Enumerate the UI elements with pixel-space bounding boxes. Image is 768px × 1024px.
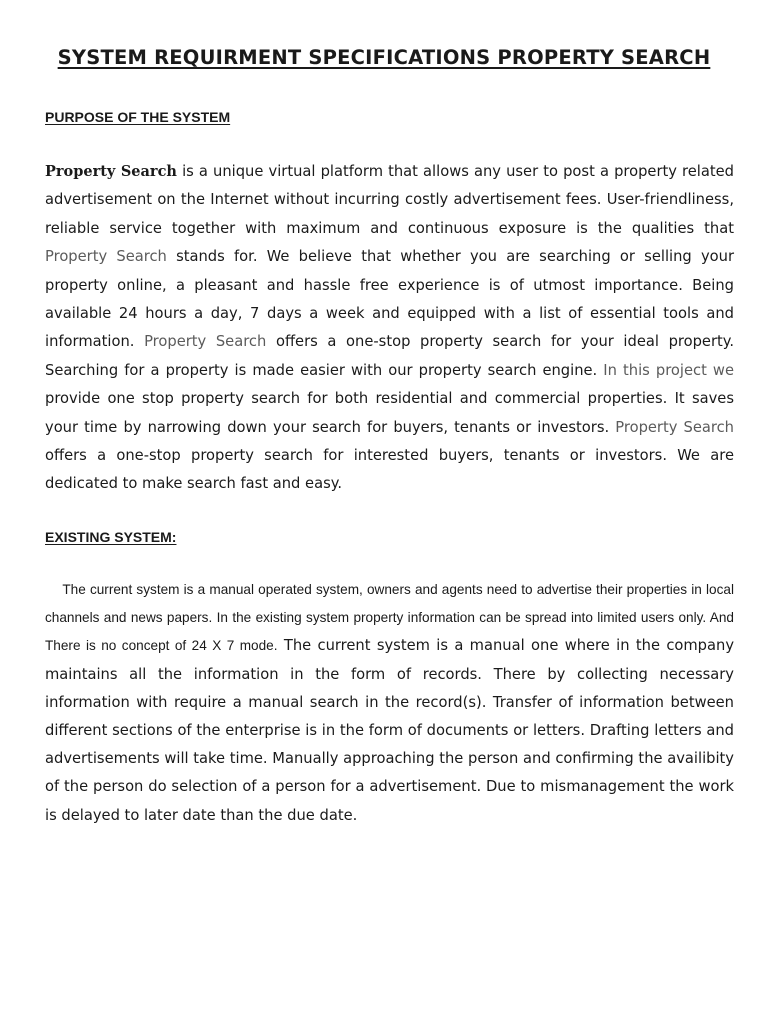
project-phrase: In this project we <box>603 361 734 379</box>
purpose-paragraph <box>45 158 734 499</box>
text-run: is a unique virtual platform that allows any user to post a property related advertisement on the Internet without incurring costly advertisement fees. User-friendliness, reliable service together with maximum and continuous exposure is the qualities that <box>45 163 735 237</box>
product-name-mention: Property Search <box>615 418 734 436</box>
text-run: offers a one-stop property search for your ideal property. Searching for a property is made easier with our property search engine. <box>45 333 735 379</box>
product-name: Property Search <box>45 163 177 180</box>
text-run: The current system is a manual one where in the company maintains all the information in the form of records. There by collecting necessary information with require a manual search in the record(s). Transfer of information between different sections of the enterprise is in the form of documents or letters. Drafting letters and advertisements will take time. Manually approaching the person and confirming the availibity of the person do selection of a person for a advertisement. Due to mismanagement the work is delayed to later date than the due date. <box>45 637 735 824</box>
section-heading-existing: EXISTING SYSTEM: <box>45 529 177 545</box>
text-run: offers a one-stop property search for interested buyers, tenants or investors. We are dedicated to make search fast and easy. <box>45 447 734 493</box>
text-run: The current system is a manual operated system, owners and agents need to advertise their properties in local channels and news papers. In the existing system property information can be spread into limited users only. And There is no concept of 24 X 7 mode. <box>45 582 734 654</box>
text-run: stands for. We believe that whether you are searching or selling your property online, a pleasant and hassle free experience is of utmost importance. Being available 24 hours a day, 7 days a week and equipped with a list of essential tools and information. <box>45 248 734 351</box>
product-name-mention: Property Search <box>144 333 267 351</box>
section-heading-purpose: PURPOSE OF THE SYSTEM <box>45 109 231 125</box>
text-run: provide one stop property search for both residential and commercial properties. It saves your time by narrowing down your search for buyers, tenants or investors. <box>45 390 734 436</box>
existing-paragraph <box>45 576 734 830</box>
document-title: SYSTEM REQUIRMENT SPECIFICATIONS PROPERTY SEARCH <box>57 46 711 69</box>
product-name-mention: Property Search <box>45 248 167 266</box>
